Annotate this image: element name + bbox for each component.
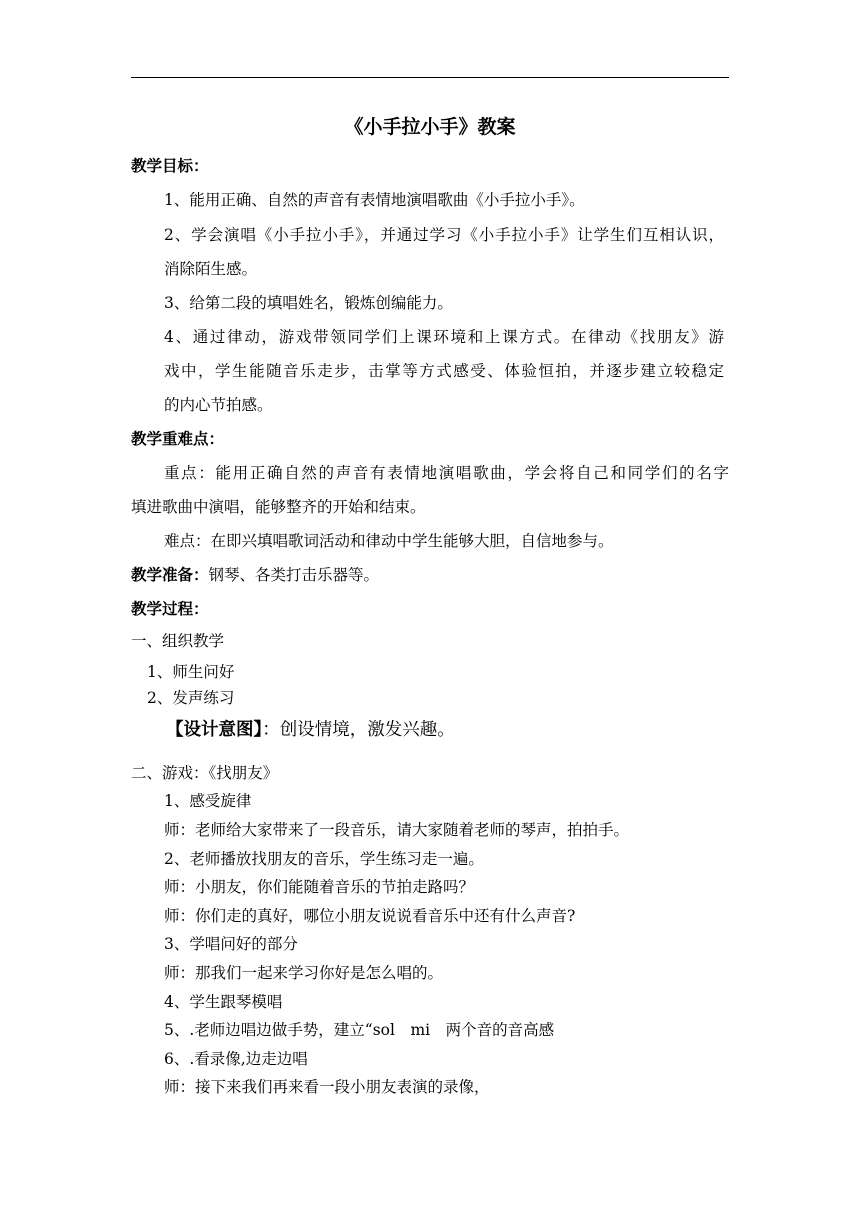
goal-item: 1、能用正确、自然的声音有表情地演唱歌曲《小手拉小手》。 bbox=[164, 191, 585, 209]
section2-line: 5、.老师边唱边做手势，建立“sol mi 两个音的音高感 bbox=[164, 1021, 555, 1039]
section2-line: 师：老师给大家带来了一段音乐，请大家随着老师的琴声，拍拍手。 bbox=[164, 821, 630, 839]
process-heading: 教学过程： bbox=[131, 599, 209, 618]
section1-title: 一、组织教学 bbox=[131, 632, 225, 650]
goal-item: 4、通过律动，游戏带领同学们上课环境和上课方式。在律动《找朋友》游 bbox=[164, 328, 724, 346]
section2-line: 2、老师播放找朋友的音乐，学生练习走一遍。 bbox=[164, 850, 484, 868]
section2-line: 师：那我们一起来学习你好是怎么唱的。 bbox=[164, 964, 444, 982]
difficulty-line: 难点：在即兴填唱歌词活动和律动中学生能够大胆，自信地参与。 bbox=[164, 532, 614, 550]
goal-item: 2、学会演唱《小手拉小手》，并通过学习《小手拉小手》让学生们互相认识， bbox=[164, 226, 724, 244]
goal-item: 3、给第二段的填唱姓名，锻炼创编能力。 bbox=[164, 294, 453, 312]
preparation-heading: 教学准备： bbox=[131, 565, 209, 584]
design-intent bbox=[166, 720, 455, 740]
section2-line: 师：你们走的真好，哪位小朋友说说看音乐中还有什么声音? bbox=[164, 907, 576, 925]
document-title: 《小手拉小手》教案 bbox=[344, 116, 516, 138]
section2-title: 二、游戏：《找朋友》 bbox=[131, 764, 279, 782]
header-rule bbox=[131, 77, 729, 78]
section2-line: 3、学唱问好的部分 bbox=[164, 935, 298, 953]
goals-heading: 教学目标： bbox=[131, 156, 209, 175]
section1-item: 1、师生问好 bbox=[147, 663, 235, 681]
goal-item: 戏中，学生能随音乐走步，击掌等方式感受、体验恒拍，并逐步建立较稳定 bbox=[164, 362, 724, 380]
goal-item: 消除陌生感。 bbox=[164, 260, 258, 278]
section2-line: 师：接下来我们再来看一段小朋友表演的录像， bbox=[164, 1078, 490, 1096]
preparation-text: 钢琴、各类打击乐器等。 bbox=[208, 566, 380, 584]
section2-line: 师：小朋友，你们能随着音乐的节拍走路吗？ bbox=[164, 878, 475, 896]
section2-line: 4、学生跟琴模唱 bbox=[164, 993, 283, 1011]
section2-line: 1、感受旋律 bbox=[164, 792, 252, 810]
goal-item: 的内心节拍感。 bbox=[164, 396, 273, 414]
key-points-heading: 教学重难点： bbox=[131, 429, 225, 448]
section1-item: 2、发声练习 bbox=[147, 689, 235, 707]
key-point-line: 填进歌曲中演唱，能够整齐的开始和结束。 bbox=[131, 498, 426, 516]
design-intent-text: ：创设情境，激发兴趣。 bbox=[262, 720, 455, 740]
preparation-row bbox=[131, 565, 379, 585]
section2-line: 6、.看录像,边走边唱 bbox=[164, 1050, 308, 1068]
key-point-line: 重点：能用正确自然的声音有表情地演唱歌曲，学会将自己和同学们的名字 bbox=[164, 464, 729, 482]
design-intent-label: 【设计意图】 bbox=[166, 720, 263, 740]
